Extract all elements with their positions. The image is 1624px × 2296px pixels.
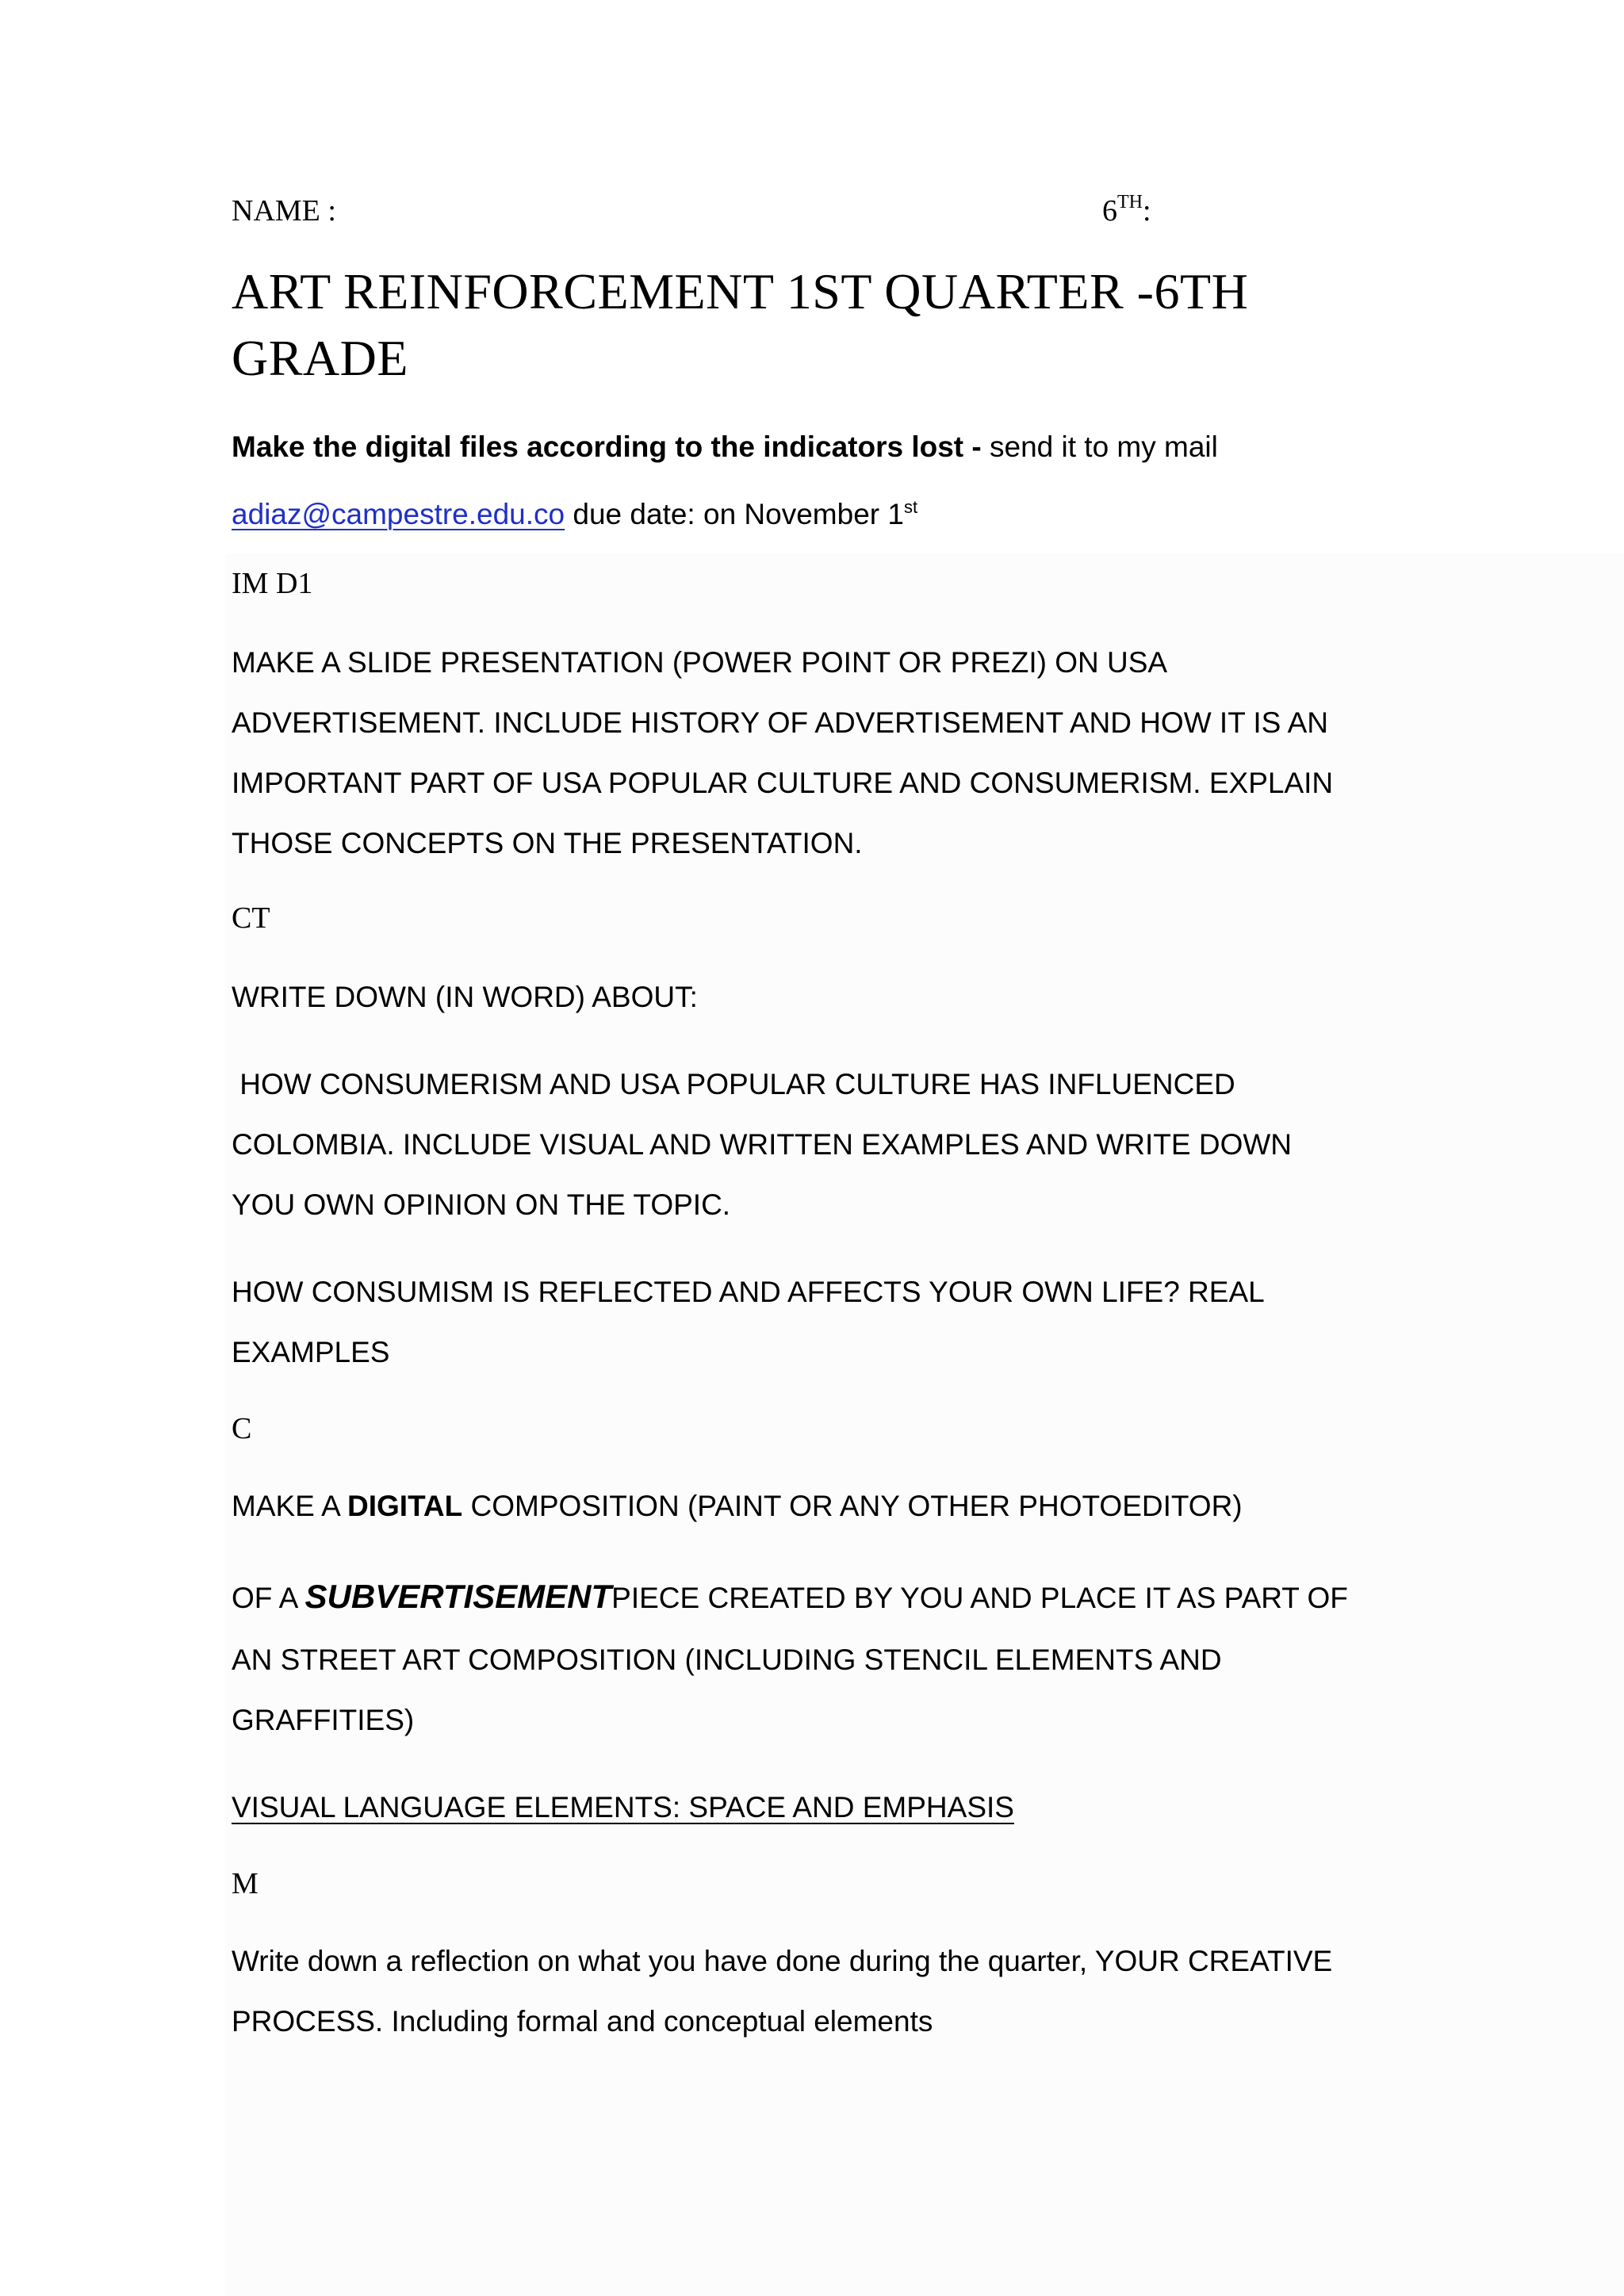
due-date-superscript: st <box>903 497 918 517</box>
section-label-imd1: IM D1 <box>232 567 313 600</box>
c-line-1-end: COMPOSITION (PAINT OR ANY OTHER PHOTOEDITOR) <box>462 1490 1243 1522</box>
intro-rest-text: send it to my mail <box>981 430 1218 463</box>
due-date-text: due date: on November 1 <box>565 498 904 530</box>
imd1-line: IMPORTANT PART OF USA POPULAR CULTURE AND CONSUMERISM. EXPLAIN <box>232 767 1334 799</box>
page-title: ART REINFORCEMENT 1ST QUARTER -6TH GRADE <box>232 263 1249 386</box>
imd1-line: MAKE A SLIDE PRESENTATION (POWER POINT OR PREZI) ON USA <box>232 646 1168 679</box>
intro-line-2 <box>232 477 917 545</box>
c-line-2-start: OF A <box>232 1582 305 1614</box>
m-line: PROCESS. Including formal and conceptual elements <box>232 2005 933 2038</box>
visual-language-heading: VISUAL LANGUAGE ELEMENTS: SPACE AND EMPHASIS <box>232 1791 1014 1823</box>
c-line-2 <box>232 1567 1348 1628</box>
name-label <box>232 193 336 228</box>
c-line-2-end: PIECE CREATED BY YOU AND PLACE IT AS PART OF <box>611 1582 1348 1614</box>
c-line-1-start: MAKE A <box>232 1490 348 1522</box>
grade-number: 6 <box>1102 194 1117 228</box>
grade-label <box>1102 192 1151 228</box>
ct-para1-line: HOW CONSUMERISM AND USA POPULAR CULTURE HAS INFLUENCED <box>232 1068 1235 1100</box>
email-link[interactable]: adiaz@campestre.edu.co <box>232 498 565 530</box>
section-label-ct: CT <box>232 901 270 935</box>
m-line: Write down a reflection on what you have done during the quarter, YOUR CREATIVE <box>232 1945 1333 1977</box>
imd1-line: ADVERTISEMENT. INCLUDE HISTORY OF ADVERTISEMENT AND HOW IT IS AN <box>232 706 1329 739</box>
intro-bold-text: Make the digital files according to the indicators lost - <box>232 430 982 463</box>
c-subvertisement-word: SUBVERTISEMENT <box>304 1578 612 1615</box>
c-line-4: GRAFFITIES) <box>232 1704 415 1736</box>
section-label-m: M <box>232 1867 259 1900</box>
ct-para2-line: EXAMPLES <box>232 1336 390 1368</box>
ct-para1-line: COLOMBIA. INCLUDE VISUAL AND WRITTEN EXAMPLES AND WRITE DOWN <box>232 1128 1292 1161</box>
grade-colon: : <box>1143 194 1151 228</box>
grade-superscript: TH <box>1117 192 1143 212</box>
section-label-c: C <box>232 1412 252 1445</box>
imd1-line: THOSE CONCEPTS ON THE PRESENTATION. <box>232 827 863 859</box>
ct-intro: WRITE DOWN (IN WORD) ABOUT: <box>232 981 698 1013</box>
c-line-3: AN STREET ART COMPOSITION (INCLUDING STENCIL ELEMENTS AND <box>232 1644 1222 1676</box>
name-label-text: NAME : <box>232 194 336 228</box>
ct-para2-line: HOW CONSUMISM IS REFLECTED AND AFFECTS YOUR OWN LIFE? REAL <box>232 1276 1265 1308</box>
c-line-1 <box>232 1476 1243 1536</box>
intro-line-1 <box>232 417 1218 477</box>
ct-para1-line: YOU OWN OPINION ON THE TOPIC. <box>232 1188 731 1221</box>
c-digital-word: DIGITAL <box>347 1490 463 1522</box>
